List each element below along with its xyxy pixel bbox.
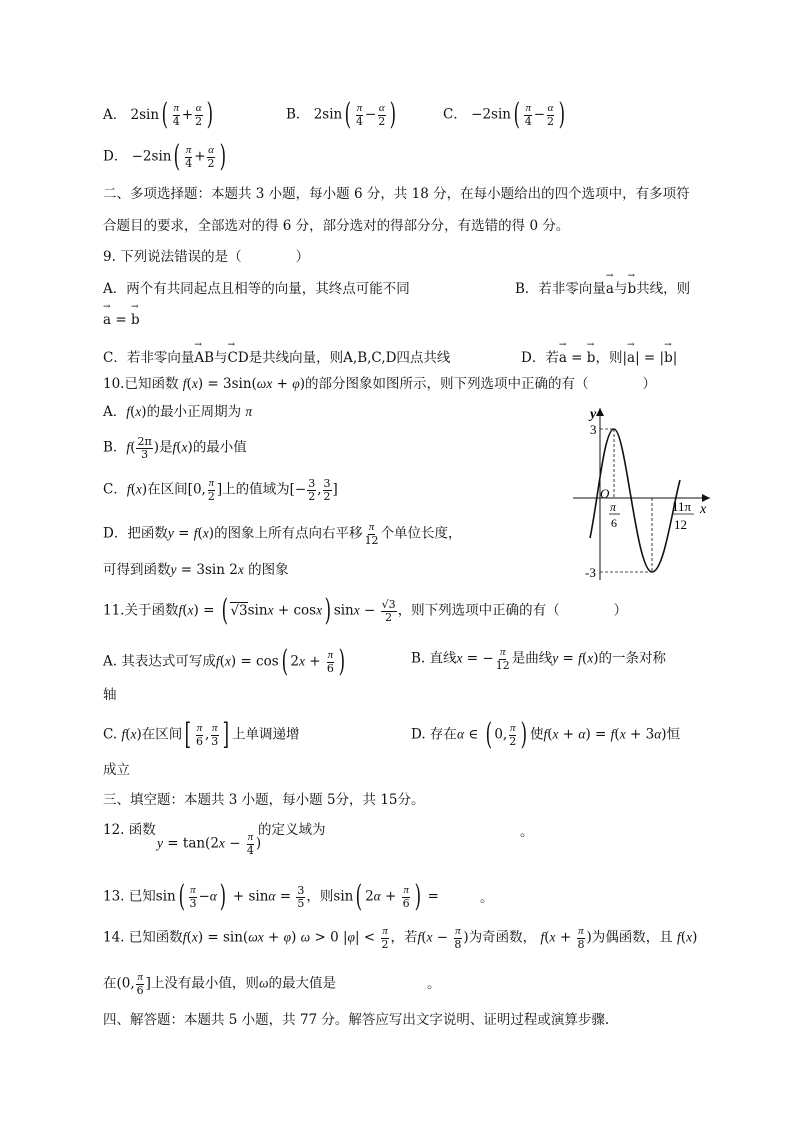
q10-option-b[interactable]: B．f( $\frac{2\pi}{3}$ )是f(x)的最小值 xyxy=(103,435,247,461)
q11-option-d-wrap: 成立 xyxy=(103,762,130,778)
q9-option-b[interactable]: B．若非零向量→ a与→ b共线，则 xyxy=(515,281,690,297)
q9-option-c[interactable]: C．若非零向量→ AB与→ CD是共线向量，则A,B,C,D四点共线 xyxy=(103,350,450,366)
q14-line2: 在(0, $\frac{\pi}{6}$ ]上没有最小值，则ω的最大值是 xyxy=(103,971,336,997)
q11-option-c[interactable]: C. f(x)在区间[ $\frac{\pi}{6}$ , $\frac{\pi}{3}$ ] 上单调递增 xyxy=(103,717,300,752)
tick-pi-6-den: 6 xyxy=(611,516,617,530)
origin-label: O xyxy=(600,486,610,501)
q14-line1: 14. 已知函数f(x) = sin(ωx + φ) ω > 0 |φ| < $\frac{\pi}{2}$ ，若f(x − $\frac{\pi}{8}$ )为奇函数， f(x + $\frac{\pi}{8}$ )为偶函数，且 f(x) xyxy=(103,925,698,951)
q13-answer-blank[interactable]: 。 xyxy=(480,890,494,906)
q8-option-d[interactable]: D． −2sin( $\frac{\pi}{4}$ + $\frac{\alpha}{2}$ ) xyxy=(103,139,226,174)
y-max-label: 3 xyxy=(590,422,597,437)
q8-option-b[interactable]: B． 2sin( $\frac{\pi}{4}$ − $\frac{\alpha}{2}$ ) xyxy=(286,97,397,132)
q10-option-a[interactable]: A．f(x)的最小正周期为 π xyxy=(103,404,253,420)
tick-11pi-12-den: 12 xyxy=(674,517,687,532)
q11-option-b-wrap: 轴 xyxy=(103,687,117,703)
tick-pi-6-num: π xyxy=(610,500,617,514)
y-min-label: -3 xyxy=(585,565,596,580)
q11-option-b[interactable]: B. 直线x = − $\frac{\pi}{12}$ 是曲线y = f(x)的一条对称 xyxy=(411,646,666,672)
y-axis-label: y xyxy=(590,407,597,422)
x-axis-arrow xyxy=(702,494,710,502)
q11-stem: 11.关于函数f(x) = ( √3sinx + cosx) sinx − $\frac{√3}{2}$ ，则下列选项中正确的有（ ） xyxy=(103,593,628,628)
section2-header-line2: 合题目的要求，全部选对的得 6 分，部分选对的得部分分，有选错的得 0 分。 xyxy=(103,218,570,234)
q10-function-graph xyxy=(568,400,718,585)
q8-option-c[interactable]: C． −2sin( $\frac{\pi}{4}$ − $\frac{\alpha}{2}$ ) xyxy=(443,97,566,132)
q9-option-b-wrap: → a = → b xyxy=(103,312,140,328)
q11-option-d[interactable]: D. 存在α ∈ ( 0, $\frac{\pi}{2}$ ) 使f(x + α) = f(x + 3α)恒 xyxy=(411,717,681,752)
tick-11pi-12-num: 11π xyxy=(672,499,692,514)
q12-line: 12. 函数 xyxy=(103,822,156,838)
q10-option-d-wrap: 可得到函数y = 3sin 2x 的图象 xyxy=(103,562,289,578)
q12-formula: y = tan(2x − $\frac{\pi}{4}$ ) xyxy=(157,831,262,857)
section3-header: 三、填空题：本题共 3 小题，每小题 5分，共 15分。 xyxy=(103,792,425,808)
q10-option-c[interactable]: C．f(x)在区间[0, $\frac{\pi}{2}$ ]上的值域为[− $\frac{3}{2}$ , $\frac{3}{2}$ ] xyxy=(103,477,338,503)
section4-header: 四、解答题：本题共 5 小题，共 77 分。解答应写出文字说明、证明过程或演算步骤. xyxy=(103,1012,610,1028)
q14-answer-blank[interactable]: 。 xyxy=(427,976,441,992)
q8-options-row xyxy=(103,97,216,132)
q9-option-a[interactable]: A．两个有共同起点且相等的向量，其终点可能不同 xyxy=(103,281,410,297)
q12-suffix: 的定义域为 xyxy=(258,822,326,838)
x-axis-label: x xyxy=(700,502,707,517)
q9-stem: 9. 下列说法错误的是（ ） xyxy=(103,249,310,265)
q8-option-a[interactable]: A． 2sin( $\frac{\pi}{4}$ + $\frac{\alpha}{2}$ ) xyxy=(103,97,214,132)
q9-option-d[interactable]: D．若→ a = → b，则|→ a| = |→ b| xyxy=(521,350,677,366)
y-axis-arrow xyxy=(596,408,604,416)
q13-line: 13. 已知sin( $\frac{\pi}{3}$ −α) + sinα = $\frac{3}{5}$ ，则sin( 2α + $\frac{\pi}{6}$ ) = xyxy=(103,879,439,914)
q12-answer-blank[interactable]: 。 xyxy=(520,824,534,840)
q10-option-d[interactable]: D．把函数y = f(x)的图象上所有点向右平移 $\frac{\pi}{12}$ 个单位长度， xyxy=(103,521,462,547)
q10-stem: 10.已知函数 f(x) = 3sin(ωx + φ)的部分图象如图所示，则下列选项中正确的有（ ） xyxy=(103,376,656,392)
section2-header-line1: 二、多项选择题：本题共 3 小题，每小题 6 分，共 18 分，在每小题给出的四个选项中，有多项符 xyxy=(103,186,690,202)
q11-option-a[interactable]: A. 其表达式可写成f(x) = cos( 2x + $\frac{\pi}{6}$ ) xyxy=(103,644,345,679)
